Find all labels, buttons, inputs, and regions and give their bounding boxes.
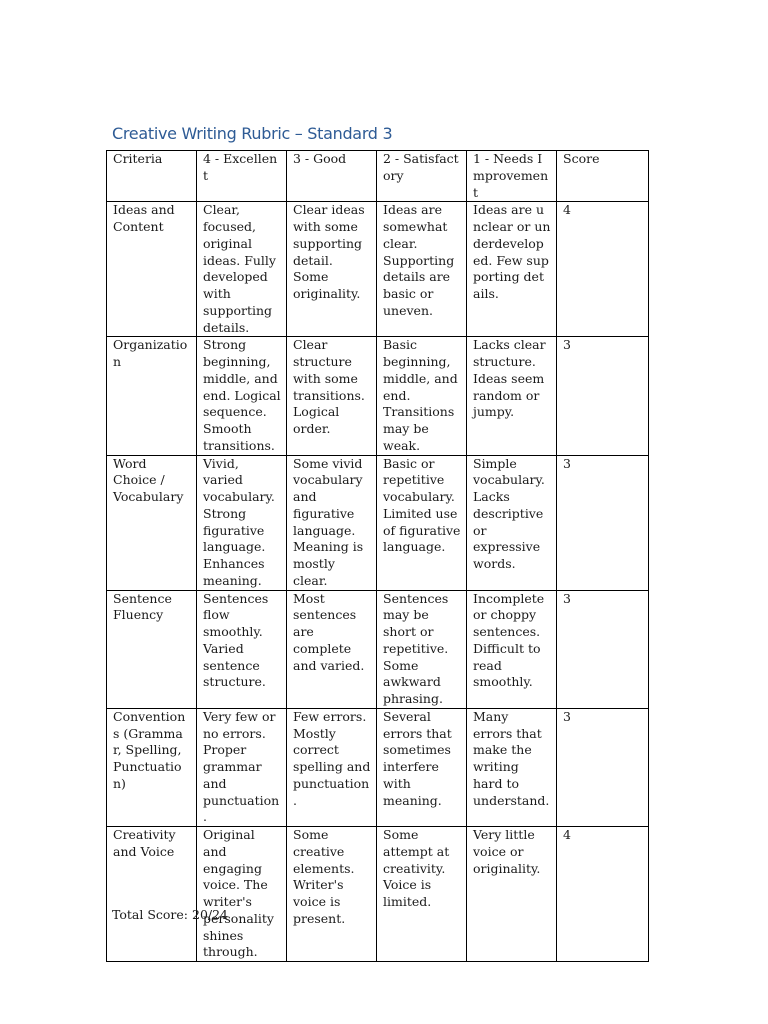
header-excellent: 4 - Excellent — [197, 151, 287, 202]
excellent-cell: Original and engaging voice. The writer's personality shines through. — [197, 827, 287, 962]
score-cell: 4 — [557, 827, 649, 962]
excellent-cell: Very few or no errors. Proper grammar and punctuation. — [197, 708, 287, 826]
score-cell: 3 — [557, 455, 649, 590]
satisfactory-cell: Some attempt at creativity. Voice is limited. — [377, 827, 467, 962]
good-cell: Some creative elements. Writer's voice is present. — [287, 827, 377, 962]
page-title: Creative Writing Rubric – Standard 3 — [112, 124, 393, 143]
header-satisfactory: 2 - Satisfactory — [377, 151, 467, 202]
good-cell: Clear ideas with some supporting detail. Some originality. — [287, 202, 377, 337]
score-cell: 3 — [557, 590, 649, 708]
satisfactory-cell: Basic beginning, middle, and end. Transitions may be weak. — [377, 337, 467, 455]
table-row — [107, 337, 649, 455]
table-row — [107, 202, 649, 337]
good-cell: Few errors. Mostly correct spelling and punctuation. — [287, 708, 377, 826]
criteria-cell: Word Choice / Vocabulary — [107, 455, 197, 590]
needs-improvement-cell: Many errors that make the writing hard to understand. — [467, 708, 557, 826]
needs-improvement-cell: Simple vocabulary. Lacks descriptive or expressive words. — [467, 455, 557, 590]
criteria-cell: Organization — [107, 337, 197, 455]
table-header-row — [107, 151, 649, 202]
good-cell: Some vivid vocabulary and figurative language. Meaning is mostly clear. — [287, 455, 377, 590]
needs-improvement-cell: Very little voice or originality. — [467, 827, 557, 962]
rubric-table — [106, 150, 649, 962]
table-row — [107, 708, 649, 826]
excellent-cell: Clear, focused, original ideas. Fully developed with supporting details. — [197, 202, 287, 337]
criteria-cell: Creativity and Voice — [107, 827, 197, 962]
excellent-cell: Strong beginning, middle, and end. Logical sequence. Smooth transitions. — [197, 337, 287, 455]
score-cell: 4 — [557, 202, 649, 337]
good-cell: Clear structure with some transitions. Logical order. — [287, 337, 377, 455]
good-cell: Most sentences are complete and varied. — [287, 590, 377, 708]
criteria-cell: Sentence Fluency — [107, 590, 197, 708]
score-cell: 3 — [557, 337, 649, 455]
needs-improvement-cell: Lacks clear structure. Ideas seem random or jumpy. — [467, 337, 557, 455]
satisfactory-cell: Basic or repetitive vocabulary. Limited use of figurative language. — [377, 455, 467, 590]
criteria-cell: Conventions (Grammar, Spelling, Punctuation) — [107, 708, 197, 826]
satisfactory-cell: Ideas are somewhat clear. Supporting details are basic or uneven. — [377, 202, 467, 337]
header-needs-improvement: 1 - Needs Improvement — [467, 151, 557, 202]
satisfactory-cell: Several errors that sometimes interfere with meaning. — [377, 708, 467, 826]
excellent-cell: Vivid, varied vocabulary. Strong figurative language. Enhances meaning. — [197, 455, 287, 590]
score-cell: 3 — [557, 708, 649, 826]
table-row — [107, 455, 649, 590]
header-good: 3 - Good — [287, 151, 377, 202]
table-row — [107, 827, 649, 962]
total-score: Total Score: 20/24 — [112, 907, 229, 922]
satisfactory-cell: Sentences may be short or repetitive. Some awkward phrasing. — [377, 590, 467, 708]
criteria-cell: Ideas and Content — [107, 202, 197, 337]
needs-improvement-cell: Ideas are unclear or underdeveloped. Few supporting details. — [467, 202, 557, 337]
needs-improvement-cell: Incomplete or choppy sentences. Difficult to read smoothly. — [467, 590, 557, 708]
excellent-cell: Sentences flow smoothly. Varied sentence structure. — [197, 590, 287, 708]
header-score: Score — [557, 151, 649, 202]
header-criteria: Criteria — [107, 151, 197, 202]
table-row — [107, 590, 649, 708]
